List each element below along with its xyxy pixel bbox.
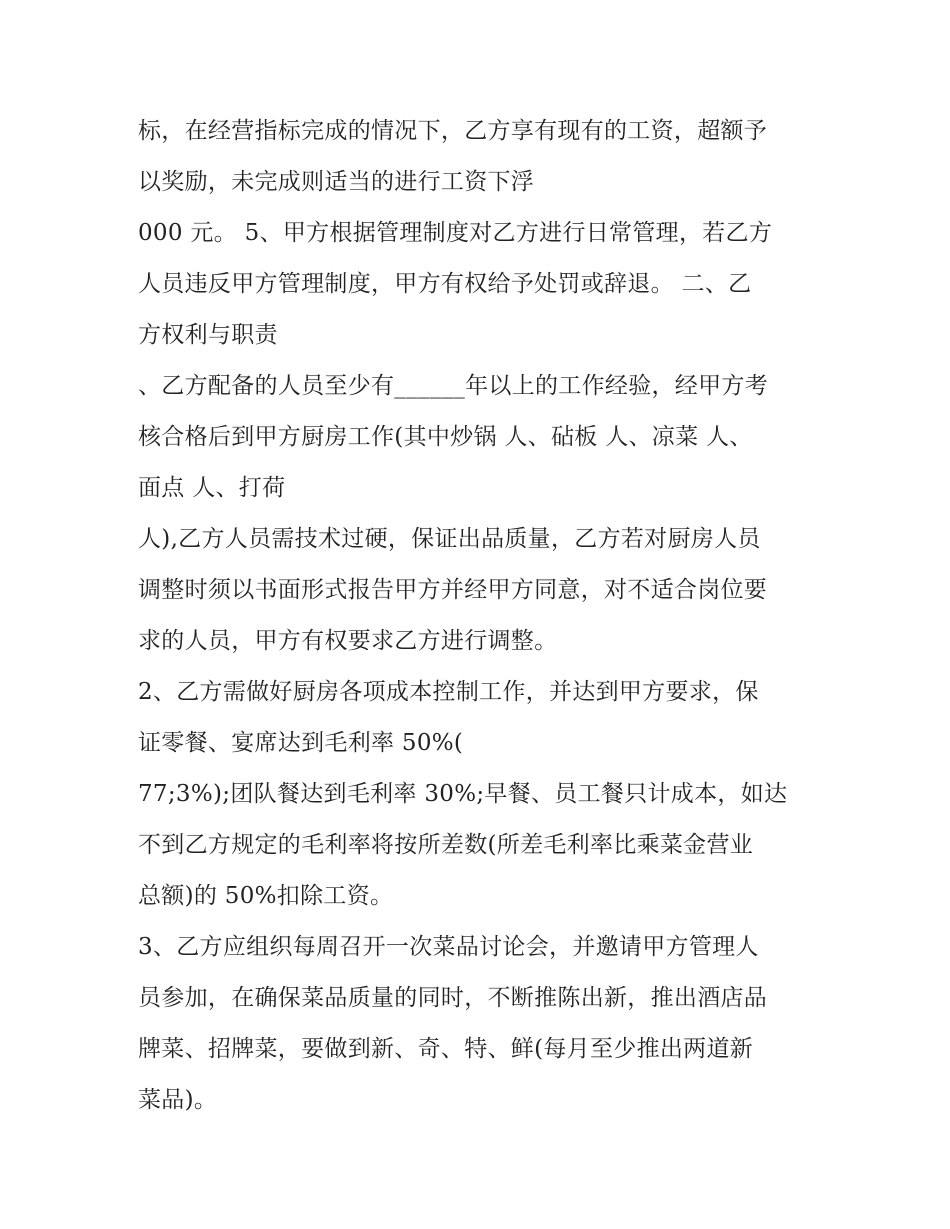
text-line: 核合格后到甲方厨房工作(其中炒锅 人、砧板 人、凉菜 人、 (138, 424, 753, 450)
text-line: 人),乙方人员需技术过硬，保证出品质量，乙方若对厨房人员 (138, 526, 761, 552)
contract-body-text (138, 106, 838, 1126)
text-line: 2、乙方需做好厨房各项成本控制工作，并达到甲方要求，保 (138, 679, 759, 705)
text-line: 人员违反甲方管理制度，甲方有权给予处罚或辞退。 二、乙 (138, 271, 752, 297)
text-line: 以奖励，未完成则适当的进行工资下浮 (138, 169, 535, 195)
text-line: 面点 人、打荷 (138, 475, 286, 501)
text-line: 3、乙方应组织每周召开一次菜品讨论会，并邀请甲方管理人 (138, 934, 759, 960)
text-line: 证零餐、宴席达到毛利率 50%( (138, 730, 464, 756)
text-line: 牌菜、招牌菜，要做到新、奇、特、鲜(每月至少推出两道新 (138, 1036, 754, 1062)
text-line: 总额)的 50%扣除工资。 (138, 883, 394, 909)
text-line: 员参加，在确保菜品质量的同时，不断推陈出新，推出酒店品 (138, 985, 768, 1011)
text-line: 000 元。 5、甲方根据管理制度对乙方进行日常管理，若乙方 (138, 220, 773, 246)
text-line: 77;3%);团队餐达到毛利率 30%;早餐、员工餐只计成本，如达 (138, 781, 788, 807)
text-line: 调整时须以书面形式报告甲方并经甲方同意，对不适合岗位要 (138, 577, 768, 603)
text-line: 标，在经营指标完成的情况下，乙方享有现有的工资，超额予 (138, 118, 768, 144)
text-line: 不到乙方规定的毛利率将按所差数(所差毛利率比乘菜金营业 (138, 832, 754, 858)
text-line: 菜品)。 (138, 1087, 218, 1113)
text-line: 方权利与职责 (138, 322, 278, 348)
text-line: 、乙方配备的人员至少有______年以上的工作经验，经甲方考 (138, 373, 768, 399)
text-line: 求的人员，甲方有权要求乙方进行调整。 (138, 628, 558, 654)
